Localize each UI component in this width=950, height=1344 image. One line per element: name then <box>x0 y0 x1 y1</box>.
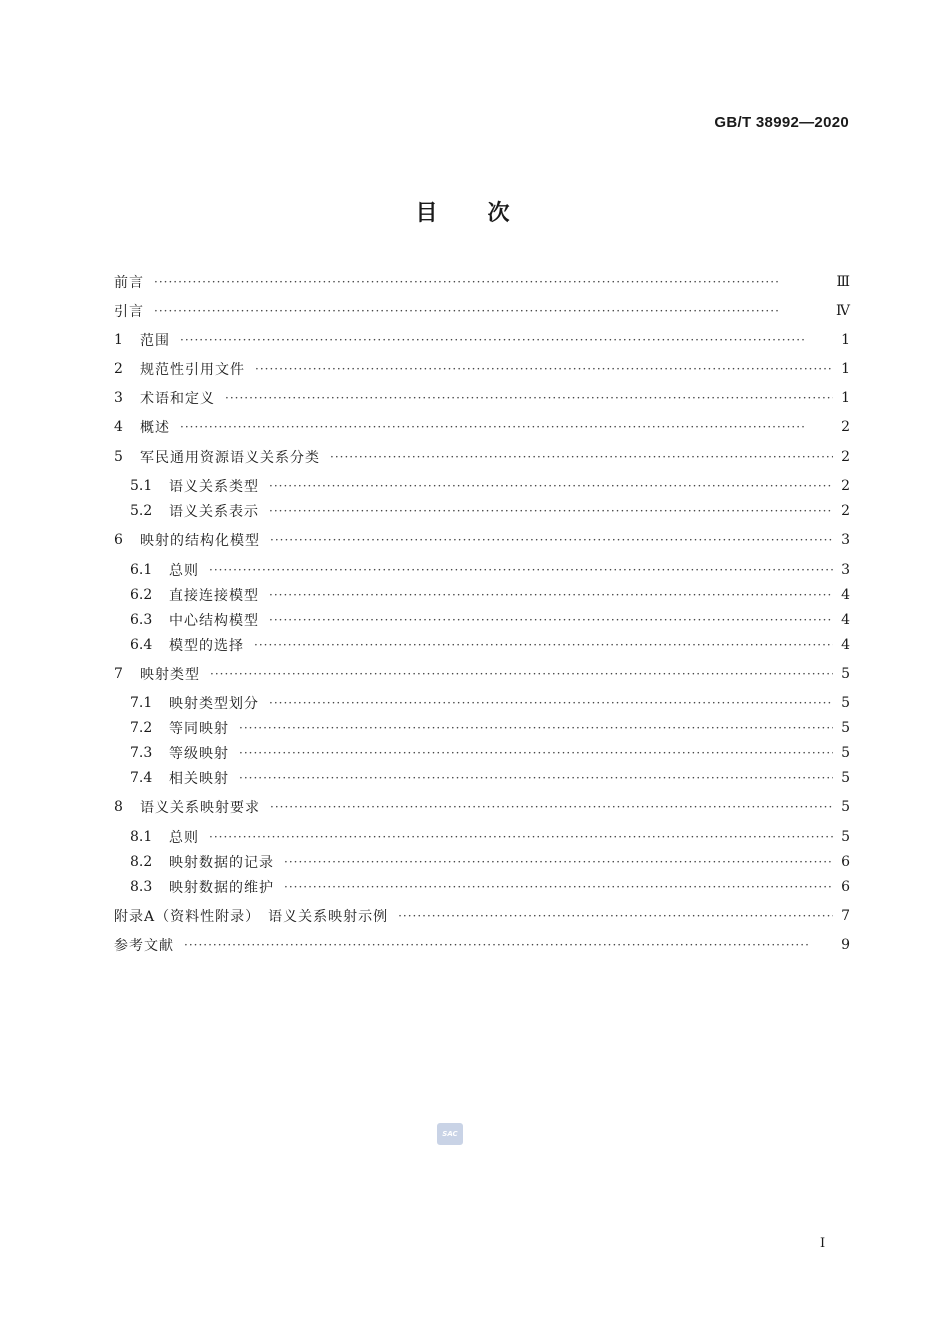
toc-entry-page: 9 <box>841 937 850 953</box>
toc-leader-dots <box>269 613 833 627</box>
toc-entry-number: 6.4 <box>130 637 153 653</box>
toc-entry-number: 4 <box>114 419 123 435</box>
toc-entry-label: 语义关系表示 <box>169 504 259 520</box>
toc-entry-number: 7.4 <box>130 770 153 786</box>
toc-entry[interactable] <box>114 825 850 849</box>
toc-entry-page: 1 <box>841 390 850 406</box>
toc-entry-page: 3 <box>841 532 850 548</box>
toc-entry-page: 5 <box>841 829 850 845</box>
toc-entry-page: 4 <box>841 612 850 628</box>
toc-entry[interactable] <box>114 445 850 469</box>
page-number: I <box>820 1236 826 1251</box>
toc-entry-label: 参考文献 <box>114 938 174 954</box>
toc-entry-label: 军民通用资源语义关系分类 <box>140 450 320 466</box>
toc-leader-dots <box>209 830 833 844</box>
toc-entry-page: 5 <box>841 799 850 815</box>
toc-entry-label: 映射数据的记录 <box>169 855 274 871</box>
toc-entry-label: 相关映射 <box>169 771 229 787</box>
toc-entry-number: 2 <box>114 361 123 377</box>
toc-entry-label: 术语和定义 <box>140 391 215 407</box>
toc-entry-number: 1 <box>114 332 123 348</box>
toc-entry-page: 1 <box>841 361 850 377</box>
toc-entry-number: 5.2 <box>130 503 153 519</box>
toc-leader-dots <box>284 855 833 869</box>
toc-entry[interactable] <box>114 357 850 381</box>
toc-entry-page: 2 <box>841 503 850 519</box>
toc-entry-label: 范围 <box>140 333 170 349</box>
toc-entry[interactable] <box>114 415 850 439</box>
toc-leader-dots <box>180 333 833 347</box>
toc-entry-number: 6.1 <box>130 562 153 578</box>
toc-entry-number: 6.2 <box>130 587 153 603</box>
toc-entry-label: 映射类型 <box>140 667 200 683</box>
toc-entry-label: 映射的结构化模型 <box>140 533 260 549</box>
toc-entry-page: 5 <box>841 745 850 761</box>
toc-entry-label: 语义关系映射要求 <box>140 800 260 816</box>
toc-entry[interactable] <box>114 328 850 352</box>
toc-entry-label: 中心结构模型 <box>169 613 259 629</box>
toc-entry[interactable] <box>114 583 850 607</box>
toc-entry-number: 8.1 <box>130 829 153 845</box>
toc-leader-dots <box>254 638 833 652</box>
toc-entry[interactable] <box>114 795 850 819</box>
toc-entry-page: 6 <box>841 879 850 895</box>
toc-entry-label: 规范性引用文件 <box>140 362 245 378</box>
toc-entry[interactable] <box>114 558 850 582</box>
toc-entry-page: Ⅲ <box>836 274 850 290</box>
toc-entry-page: Ⅳ <box>836 303 850 319</box>
toc-leader-dots <box>154 275 828 289</box>
toc-leader-dots <box>209 563 833 577</box>
toc-entry-label: 总则 <box>169 830 199 846</box>
toc-entry-label: 引言 <box>114 304 144 320</box>
toc-entry-label: 映射数据的维护 <box>169 880 274 896</box>
toc-entry-page: 5 <box>841 770 850 786</box>
toc-entry-page: 5 <box>841 666 850 682</box>
toc-entry-label: 映射类型划分 <box>169 696 259 712</box>
toc-leader-dots <box>284 880 833 894</box>
toc-entry-label: 模型的选择 <box>169 638 244 654</box>
toc-leader-dots <box>154 304 828 318</box>
toc-entry-page: 4 <box>841 637 850 653</box>
toc-entry[interactable] <box>114 633 850 657</box>
toc-entry-label: 附录A（资料性附录） 语义关系映射示例 <box>114 909 389 925</box>
toc-entry-page: 2 <box>841 419 850 435</box>
toc-entry[interactable] <box>114 299 850 323</box>
toc-entry-page: 4 <box>841 587 850 603</box>
sac-logo-icon <box>437 1123 463 1145</box>
toc-entry-number: 6 <box>114 532 123 548</box>
toc-entry-number: 8.2 <box>130 854 153 870</box>
toc-entry-page: 5 <box>841 695 850 711</box>
toc-entry-number: 3 <box>114 390 123 406</box>
toc-entry-number: 7 <box>114 666 123 682</box>
toc-entry-page: 7 <box>841 908 850 924</box>
toc-entry-page: 6 <box>841 854 850 870</box>
toc-entry-number: 7.1 <box>130 695 153 711</box>
toc-entry[interactable] <box>114 933 850 957</box>
toc-entry-label: 语义关系类型 <box>169 479 259 495</box>
toc-entry-page: 2 <box>841 449 850 465</box>
toc-entry[interactable] <box>114 474 850 498</box>
toc-entry-number: 5.1 <box>130 478 153 494</box>
toc-leader-dots <box>269 479 833 493</box>
toc-entry[interactable] <box>114 904 850 928</box>
toc-leader-dots <box>239 746 833 760</box>
toc-entry-label: 等同映射 <box>169 721 229 737</box>
toc-leader-dots <box>184 938 833 952</box>
toc-entry[interactable] <box>114 499 850 523</box>
toc-entry-page: 5 <box>841 720 850 736</box>
toc-entry[interactable] <box>114 716 850 740</box>
toc-leader-dots <box>180 420 833 434</box>
toc-leader-dots <box>255 362 833 376</box>
toc-entry-number: 7.3 <box>130 745 153 761</box>
toc-leader-dots <box>398 909 833 923</box>
toc-entry[interactable] <box>114 850 850 874</box>
toc-entry[interactable] <box>114 741 850 765</box>
page-title: 目次 <box>415 201 560 226</box>
toc-entry[interactable] <box>114 270 850 294</box>
toc-entry-number: 5 <box>114 449 123 465</box>
toc-leader-dots <box>269 504 833 518</box>
toc-leader-dots <box>225 391 833 405</box>
toc-leader-dots <box>330 450 833 464</box>
toc-entry[interactable] <box>114 608 850 632</box>
toc-entry[interactable] <box>114 691 850 715</box>
toc-leader-dots <box>210 667 833 681</box>
toc-entry-label: 等级映射 <box>169 746 229 762</box>
toc-leader-dots <box>269 588 833 602</box>
toc-entry-page: 2 <box>841 478 850 494</box>
toc-entry-page: 1 <box>841 332 850 348</box>
toc-leader-dots <box>269 696 833 710</box>
toc-leader-dots <box>239 771 833 785</box>
toc-entry[interactable] <box>114 662 850 686</box>
toc-entry-page: 3 <box>841 562 850 578</box>
toc-entry-number: 8.3 <box>130 879 153 895</box>
toc-entry-label: 前言 <box>114 275 144 291</box>
toc-entry-number: 7.2 <box>130 720 153 736</box>
toc-leader-dots <box>239 721 833 735</box>
standard-code: GB/T 38992—2020 <box>714 114 849 131</box>
toc-entry-number: 6.3 <box>130 612 153 628</box>
toc-leader-dots <box>270 800 833 814</box>
toc-entry-number: 8 <box>114 799 123 815</box>
toc-entry[interactable] <box>114 766 850 790</box>
toc-entry[interactable] <box>114 875 850 899</box>
toc-entry-label: 直接连接模型 <box>169 588 259 604</box>
toc-entry-label: 总则 <box>169 563 199 579</box>
toc-entry-label: 概述 <box>140 420 170 436</box>
logo-text: SAC <box>442 1130 458 1138</box>
toc-leader-dots <box>270 533 833 547</box>
toc-entry[interactable] <box>114 386 850 410</box>
toc-entry[interactable] <box>114 528 850 552</box>
